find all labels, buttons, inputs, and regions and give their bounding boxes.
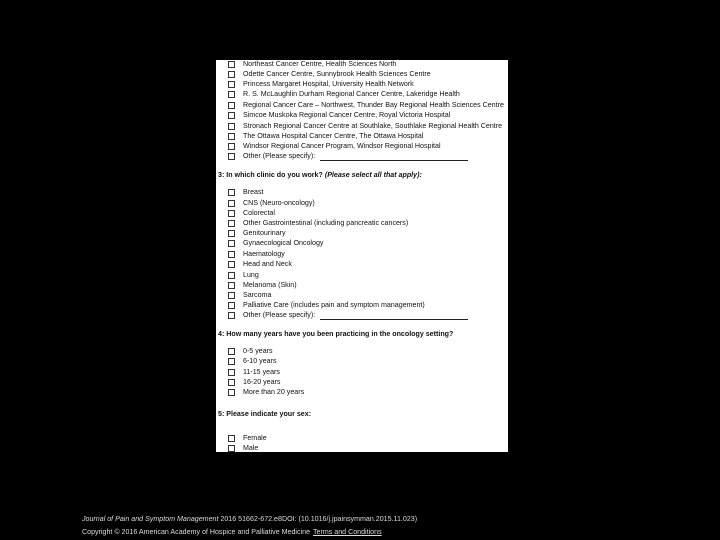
checkbox[interactable] [228,71,235,78]
checkbox[interactable] [228,133,235,140]
centre-option[interactable] [228,110,450,120]
centre-option[interactable] [228,89,460,99]
option-label: Male [243,444,259,452]
clinic-option[interactable] [228,249,285,259]
other-specify-field[interactable] [320,152,468,161]
checkbox[interactable] [228,123,235,130]
checkbox[interactable] [228,282,235,289]
question-label: 3: In which clinic do you work? [218,171,323,179]
checkbox[interactable] [228,292,235,299]
checkbox[interactable] [228,143,235,150]
checkbox[interactable] [228,210,235,217]
option-label: Stronach Regional Cancer Centre at Southlake, Southlake Regional Health Centre [243,122,503,130]
option-label: Other (Please specify): [243,152,316,160]
clinic-option[interactable] [228,290,271,300]
checkbox[interactable] [228,81,235,88]
checkbox[interactable] [228,112,235,119]
years-option[interactable] [228,346,273,356]
checkbox[interactable] [228,153,235,160]
option-label: 0-5 years [243,347,273,355]
checkbox[interactable] [228,220,235,227]
years-option[interactable] [228,356,277,366]
checkbox[interactable] [228,102,235,109]
centre-option[interactable] [228,121,502,131]
clinic-option[interactable] [228,218,408,228]
checkbox[interactable] [228,435,235,442]
option-label: R. S. McLaughlin Durham Regional Cancer Centre, Lakeridge Health [243,90,460,98]
copyright-line [82,528,382,536]
years-option[interactable] [228,367,280,377]
option-label: 16-20 years [243,378,281,386]
clinic-option[interactable] [228,208,275,218]
option-label: Genitourinary [243,229,286,237]
option-label: Breast [243,188,264,196]
centre-option[interactable] [228,79,414,89]
checkbox[interactable] [228,189,235,196]
checkbox[interactable] [228,91,235,98]
option-label: Melanoma (Skin) [243,281,297,289]
checkbox[interactable] [228,369,235,376]
centre-option[interactable] [228,131,423,141]
option-label: Haematology [243,250,285,258]
centre-option[interactable] [228,69,431,79]
option-label: Colorectal [243,209,275,217]
sex-option[interactable] [228,433,267,443]
clinic-option[interactable] [228,259,292,269]
checkbox[interactable] [228,240,235,247]
option-label: Regional Cancer Care – Northwest, Thunder Bay Regional Health Sciences Centre [243,101,504,109]
checkbox[interactable] [228,61,235,68]
option-label: More than 20 years [243,388,305,396]
journal-name: Journal of Pain and Symptom Management [82,515,219,523]
option-label: Simcoe Muskoka Regional Cancer Centre, Royal Victoria Hospital [243,111,451,119]
question-4 [218,330,453,338]
checkbox[interactable] [228,348,235,355]
option-label: Other (Please specify): [243,311,316,319]
question-hint: (Please select all that apply): [324,171,422,179]
clinic-option[interactable] [228,270,259,280]
years-option[interactable] [228,377,280,387]
terms-link[interactable]: Terms and Conditions [313,528,382,536]
option-label: Princess Margaret Hospital, University Health Network [243,80,414,88]
question-3 [218,171,422,179]
clinic-option[interactable] [228,280,297,290]
checkbox[interactable] [228,312,235,319]
option-label: Northeast Cancer Centre, Health Sciences North [243,60,397,68]
option-label: Odette Cancer Centre, Sunnybrook Health Sciences Centre [243,70,431,78]
checkbox[interactable] [228,251,235,258]
checkbox[interactable] [228,272,235,279]
clinic-option[interactable] [228,238,323,248]
option-label: The Ottawa Hospital Cancer Centre, The Ottawa Hospital [243,132,424,140]
clinic-option[interactable] [228,300,425,310]
citation-text: 2016 51662-672.e8DOI: (10.1016/j.jpainsymman.2015.11.023) [218,515,418,523]
option-label: Gynaecological Oncology [243,239,324,247]
centre-option[interactable] [228,60,396,69]
checkbox[interactable] [228,200,235,207]
question-label: 5: Please indicate your sex: [218,410,312,418]
clinic-option-other[interactable] [228,310,468,320]
option-label: Lung [243,271,259,279]
option-label: Sarcoma [243,291,272,299]
sex-option[interactable] [228,443,258,452]
question-5 [218,410,311,418]
centre-option[interactable] [228,100,504,110]
option-label: CNS (Neuro-oncology) [243,199,315,207]
option-label: Female [243,434,267,442]
clinic-option[interactable] [228,198,315,208]
checkbox[interactable] [228,389,235,396]
option-label: 11-15 years [243,368,280,376]
checkbox[interactable] [228,261,235,268]
clinic-option[interactable] [228,187,264,197]
option-label: Windsor Regional Cancer Program, Windsor Regional Hospital [243,142,441,150]
citation-line [82,515,417,523]
checkbox[interactable] [228,379,235,386]
centre-option[interactable] [228,141,441,151]
question-label: 4: How many years have you been practicing in the oncology setting? [218,330,454,338]
option-label: Palliative Care (includes pain and symptom management) [243,301,425,309]
option-label: Head and Neck [243,260,292,268]
centre-option-other[interactable] [228,151,468,161]
survey-page [216,60,508,452]
option-label: 6-10 years [243,357,277,365]
years-option[interactable] [228,387,304,397]
other-specify-field[interactable] [320,311,468,320]
copyright-text: Copyright © 2016 American Academy of Hospice and Palliative Medicine [82,528,311,536]
checkbox[interactable] [228,230,235,237]
clinic-option[interactable] [228,228,286,238]
option-label: Other Gastrointestinal (including pancreatic cancers) [243,219,409,227]
checkbox[interactable] [228,358,235,365]
checkbox[interactable] [228,302,235,309]
checkbox[interactable] [228,445,235,452]
